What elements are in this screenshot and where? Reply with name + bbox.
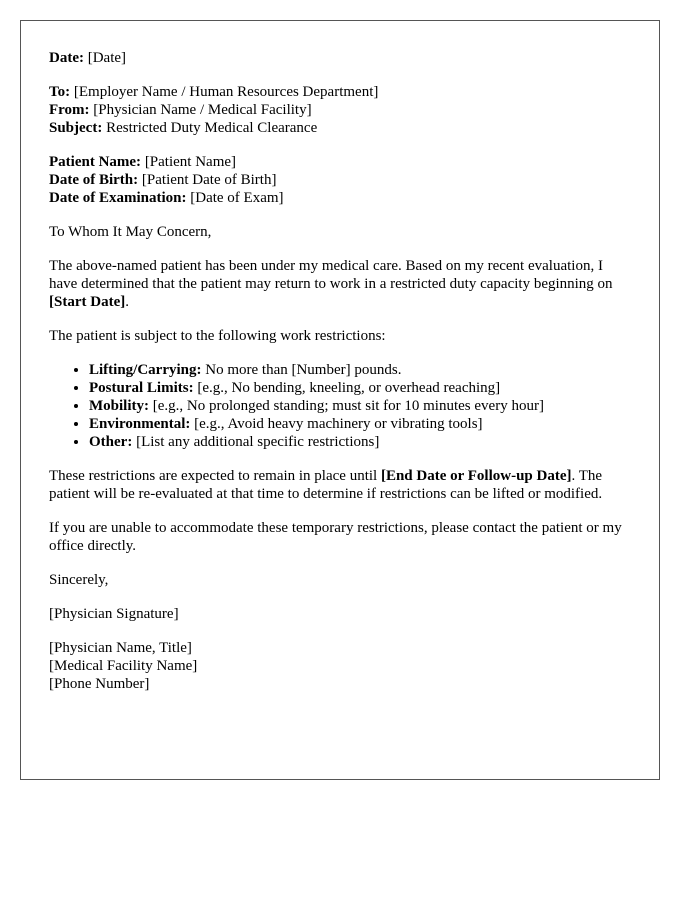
from-label: From: — [49, 102, 90, 118]
restriction-label: Lifting/Carrying: — [89, 362, 202, 378]
restriction-label: Mobility: — [89, 398, 149, 414]
restriction-label: Postural Limits: — [89, 380, 194, 396]
restriction-item — [89, 361, 631, 379]
paragraph-evaluation — [49, 257, 631, 311]
subject-label: Subject: — [49, 120, 103, 136]
from-line — [49, 101, 631, 119]
paragraph-contact: If you are unable to accommodate these temporary restrictions, please contact the patient or my office directly. — [49, 520, 622, 554]
restriction-text: [e.g., No prolonged standing; must sit for 10 minutes every hour] — [152, 398, 544, 414]
dob-value: [Patient Date of Birth] — [141, 172, 277, 188]
restriction-text: No more than [Number] pounds. — [205, 362, 402, 378]
restriction-item — [89, 379, 631, 397]
date-label: Date: — [49, 50, 84, 66]
paragraph-evaluation-text: The above-named patient has been under my medical care. Based on my recent evaluation, I have determined that the patient may return to work in a restricted duty capacity beginning on — [49, 258, 613, 292]
paragraph-duration-text: These restrictions are expected to remain in place until — [49, 468, 381, 484]
header-block — [49, 83, 631, 137]
date-line — [49, 49, 631, 67]
patient-name-line — [49, 153, 631, 171]
paragraph-duration-end: . The patient will be re-evaluated at that time to determine if restrictions can be lifted or modified. — [49, 468, 603, 502]
exam-date-value: [Date of Exam] — [190, 190, 284, 206]
subject-line — [49, 119, 631, 137]
letter — [20, 20, 660, 780]
patient-name-label: Patient Name: — [49, 154, 142, 170]
patient-block — [49, 153, 631, 207]
restrictions-list — [49, 361, 631, 451]
dob-line — [49, 171, 631, 189]
physician-details — [49, 639, 631, 693]
paragraph-duration — [49, 467, 631, 503]
to-label: To: — [49, 84, 71, 100]
patient-name-value: [Patient Name] — [144, 154, 237, 170]
restriction-text: [e.g., Avoid heavy machinery or vibrating tools] — [194, 416, 483, 432]
from-value: [Physician Name / Medical Facility] — [93, 102, 312, 118]
restriction-label: Other: — [89, 434, 133, 450]
restriction-item — [89, 433, 631, 451]
sign-off: Sincerely, — [49, 572, 109, 588]
start-date-placeholder: [Start Date] — [49, 294, 126, 310]
restriction-item — [89, 397, 631, 415]
to-line — [49, 83, 631, 101]
dob-label: Date of Birth: — [49, 172, 139, 188]
phone-number: [Phone Number] — [49, 676, 150, 692]
restrictions-intro: The patient is subject to the following work restrictions: — [49, 328, 386, 344]
restriction-label: Environmental: — [89, 416, 191, 432]
restriction-text: [List any additional specific restrictions] — [136, 434, 380, 450]
physician-name-title: [Physician Name, Title] — [49, 640, 192, 656]
exam-date-label: Date of Examination: — [49, 190, 187, 206]
subject-value: Restricted Duty Medical Clearance — [106, 120, 318, 136]
exam-date-line — [49, 189, 631, 207]
end-date-placeholder: [End Date or Follow-up Date] — [380, 468, 572, 484]
signature-placeholder: [Physician Signature] — [49, 606, 179, 622]
restriction-item — [89, 415, 631, 433]
restriction-text: [e.g., No bending, kneeling, or overhead reaching] — [197, 380, 501, 396]
to-value: [Employer Name / Human Resources Department] — [73, 84, 379, 100]
date-block — [49, 49, 631, 67]
date-value: [Date] — [87, 50, 127, 66]
facility-name: [Medical Facility Name] — [49, 658, 198, 674]
salutation: To Whom It May Concern, — [49, 224, 212, 240]
paragraph-evaluation-end: . — [125, 294, 129, 310]
